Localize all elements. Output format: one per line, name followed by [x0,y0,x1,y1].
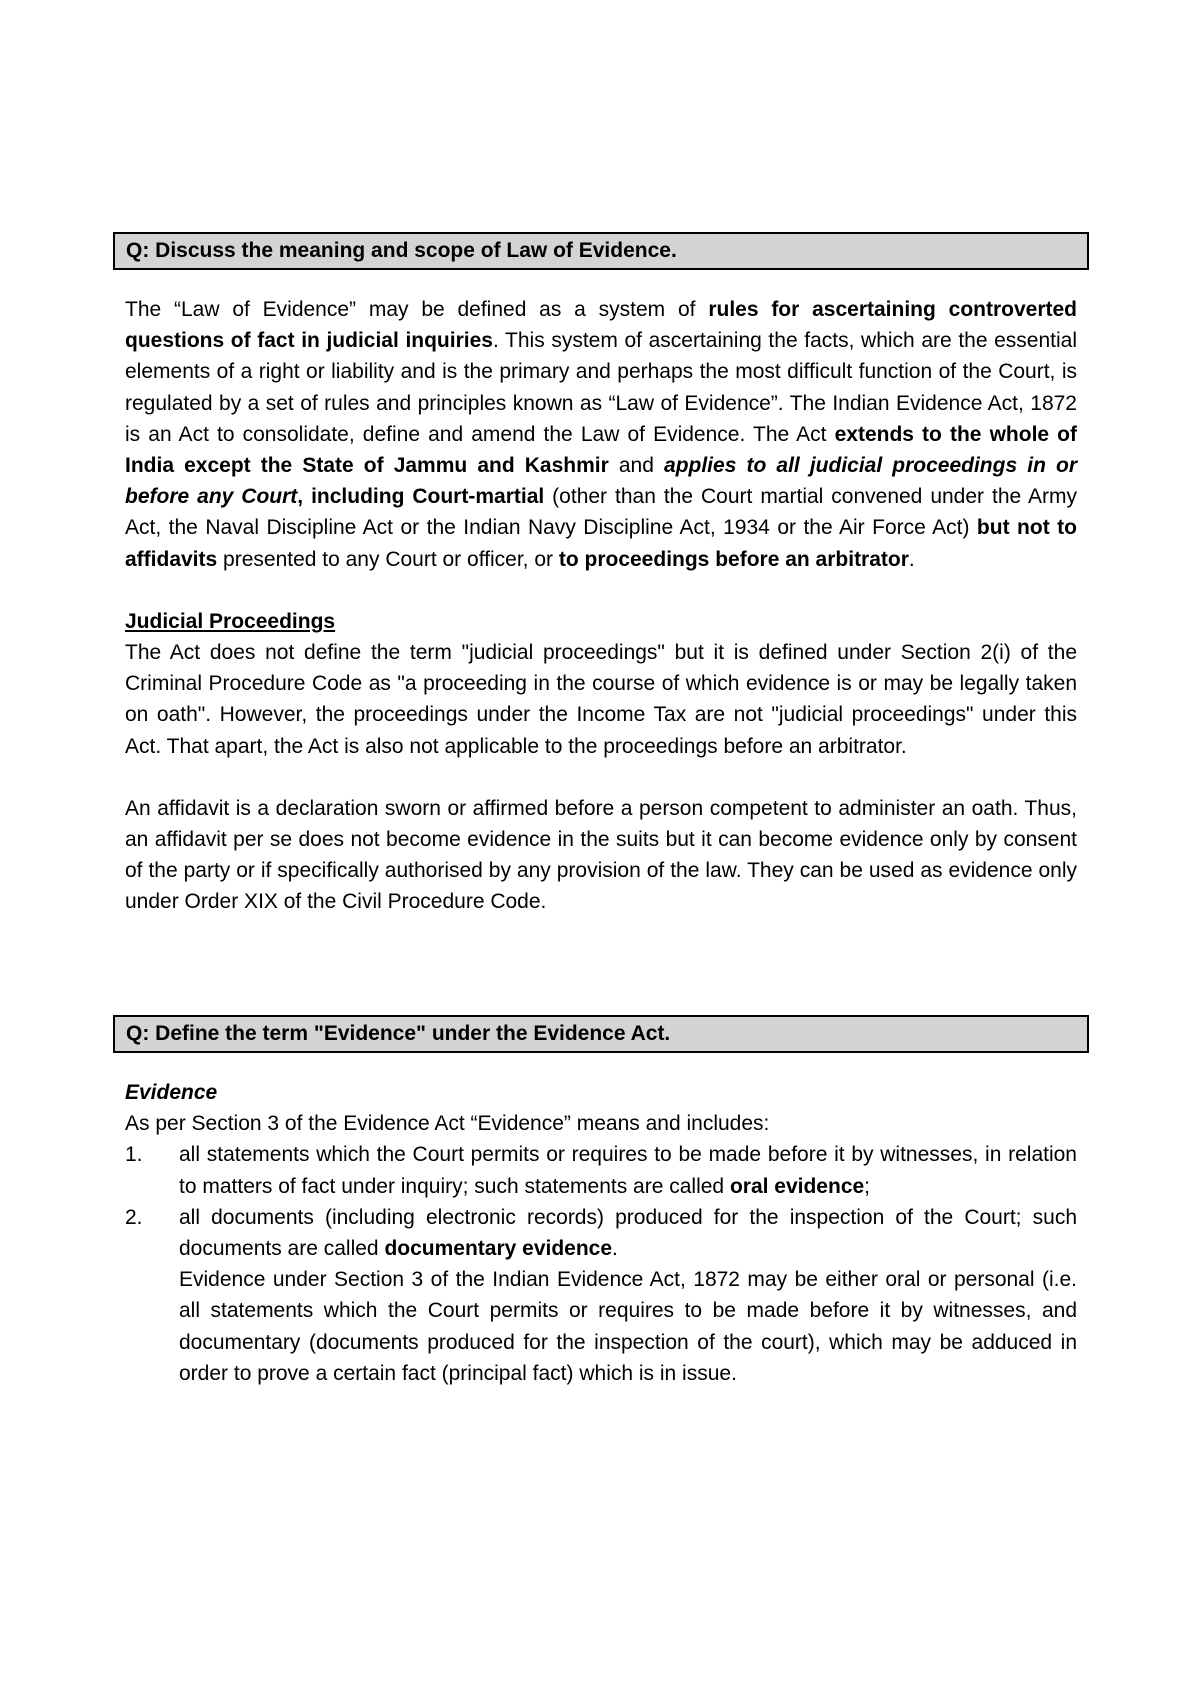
para1-bold-4: but not to affidavits [125,516,1077,571]
para1-bold-1: rules for ascertaining controverted questions of fact in judicial inquiries [125,298,1077,353]
para1-text-6: . [908,547,915,571]
evidence-heading: Evidence [125,1081,218,1104]
section-2-body [125,1077,1077,1389]
para1-bold-2: extends to the whole of India except the State of Jammu and Kashmir [125,422,1077,478]
judicial-proceedings-paragraph: The Act does not define the term "judicial proceedings" but it is defined under Section 2(i) of the Criminal Procedure Code as "a proceeding in the course of which evidence is or may be legally taken on oath". However, the proceedings under the Income Tax are not "judicial proceedings" under this Act. That apart, the Act is also not applicable to the proceedings before an arbitrator. [125,641,1077,758]
list-item-number: 1. [125,1143,143,1167]
evidence-list [125,1139,1077,1389]
para1-bold-5: to proceedings before an arbitrator [558,547,909,571]
para1-text-4: (other than the Court martial convened under the Army Act, the Naval Discipline Act or the Indian Navy Discipline Act, 1934 or the Air Force Act) [125,485,1077,540]
list-item-explanation: Evidence under Section 3 of the Indian Evidence Act, 1872 may be either oral or personal (i.e. all statements which the Court permits or requires to be made before it by witnesses, and documentary (documents produced for the inspection of the court), which may be adduced in order to prove a certain fact (principal fact) which is in issue. [179,1268,1077,1385]
judicial-proceedings-heading: Judicial Proceedings [125,609,336,633]
list-item-text: all statements which the Court permits or requires to be made before it by witnesses, in relation to matters of fact under inquiry; such statements are called [179,1143,1077,1198]
list-item-bold: oral evidence [729,1174,865,1198]
question-box-1 [113,232,1089,270]
list-item [125,1202,1077,1389]
evidence-intro: As per Section 3 of the Evidence Act “Evidence” means and includes: [125,1112,770,1136]
para1-bold-3: , including Court-martial [297,485,545,509]
para1-text-3: and [608,454,665,478]
para1-text-2: . This system of ascertaining the facts, which are the essential elements of a right or liability and is the primary and perhaps the most difficult function of the Court, is regulated by a set of rules and principles known as “Law of Evidence”. The Indian Evidence Act, 1872 is an Act to consolidate, define and amend the Law of Evidence. The Act [125,329,1078,446]
list-item-bold: documentary evidence [384,1237,613,1261]
question-2-text: Q: Define the term "Evidence" under the Evidence Act. [126,1022,671,1045]
para1-text-5: presented to any Court or officer, or [217,547,559,571]
para1-bold-italic-1: applies to all judicial proceedings in or before any Court [125,454,1077,509]
para1-text-1: The “Law of Evidence” may be defined as a system of [125,298,709,321]
list-item [125,1139,1077,1201]
list-item-text-end: ; [864,1174,871,1198]
question-box-2 [113,1015,1089,1053]
list-item-number: 2. [125,1205,143,1229]
list-item-text: all documents (including electronic records) produced for the inspection of the Court; such documents are called [179,1205,1077,1261]
section-1-body [125,294,1077,918]
affidavit-paragraph: An affidavit is a declaration sworn or affirmed before a person competent to administer an oath. Thus, an affidavit per se does not become evidence in the suits but it can become evidence only by consent of the party or if specifically authorised by any provision of the law. They can be used as evidence only under Order XIX of the Civil Procedure Code. [125,796,1077,914]
law-of-evidence-paragraph [125,294,1077,575]
question-1-text: Q: Discuss the meaning and scope of Law of Evidence. [126,239,677,262]
list-item-text-end: . [612,1237,618,1261]
